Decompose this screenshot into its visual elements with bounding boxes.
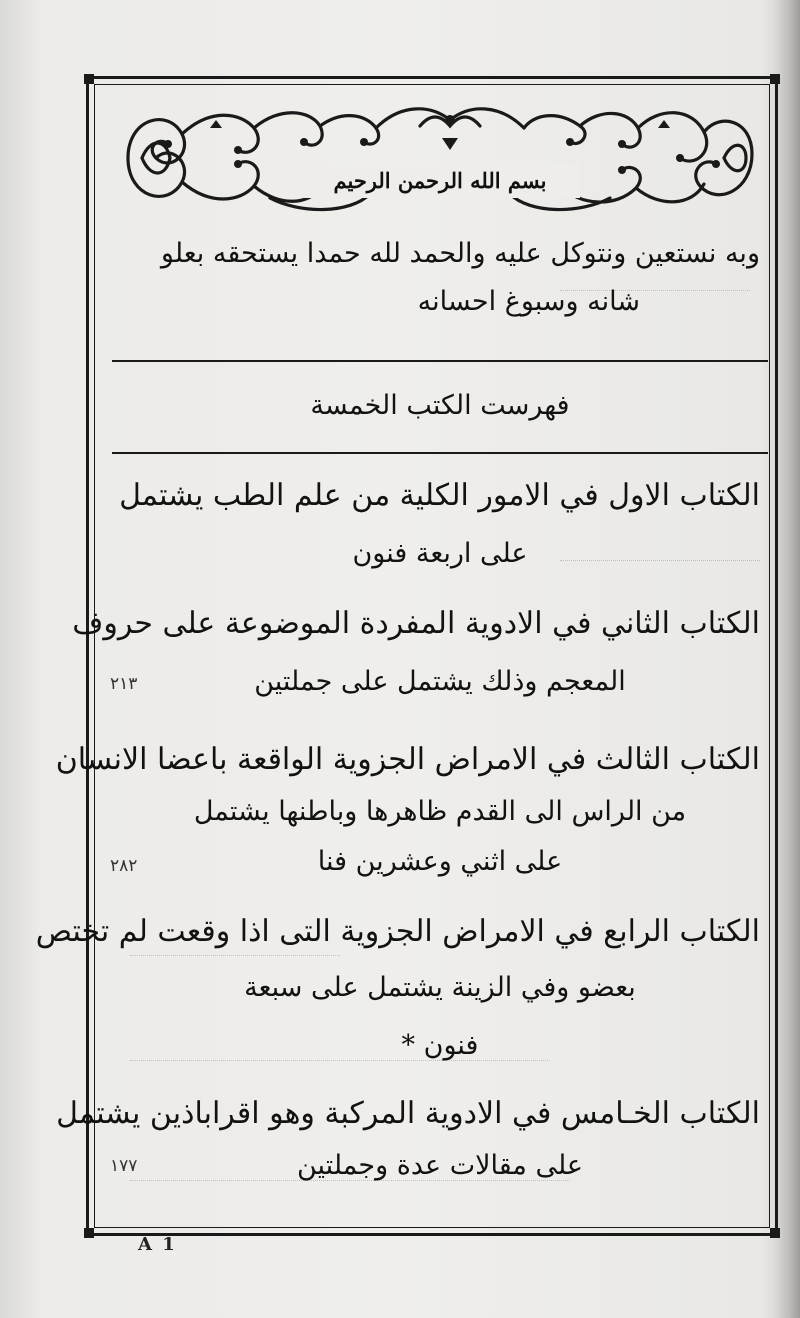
- book-2-page-number: ٢١٣: [110, 674, 138, 694]
- divider-rule: [112, 452, 768, 454]
- border-corner: [770, 1228, 780, 1238]
- book-2-line-1: الكتاب الثاني في الادوية المفردة الموضوعة على حروف: [72, 606, 760, 641]
- book-3-line-2: من الراس الى القدم ظاهرها وباطنها يشتمل: [193, 796, 687, 827]
- divider-rule: [112, 360, 768, 362]
- basmala-heading: بسم الله الرحمن الرحيم: [300, 164, 580, 198]
- book-3-line-1: الكتاب الثالث في الامراض الجزوية الواقعة باعضا الانسان: [55, 742, 760, 777]
- book-3-page-number: ٢٨٢: [110, 856, 138, 876]
- header-ornament: [120, 98, 760, 216]
- book-5-line-2: على مقالات عدة وجملتين: [296, 1150, 584, 1181]
- book-4-line-2: بعضو وفي الزينة يشتمل على سبعة: [244, 972, 636, 1003]
- border-corner: [84, 74, 94, 84]
- index-title: فهرست الكتب الخمسة: [310, 390, 570, 421]
- book-1-line-1: الكتاب الاول في الامور الكلية من علم الطب يشتمل: [119, 478, 760, 513]
- book-1-line-2: على اربعة فنون: [352, 538, 528, 569]
- border-corner: [84, 1228, 94, 1238]
- intro-line-1: وبه نستعين ونتوكل عليه والحمد لله حمدا يستحقه بعلو: [160, 238, 760, 269]
- book-4-line-1: الكتاب الرابع في الامراض الجزوية التى اذا وقعت لم تختص: [35, 914, 760, 949]
- book-3-line-3: على اثني وعشرين فنا: [317, 846, 563, 877]
- border-corner: [770, 74, 780, 84]
- book-5-line-1: الكتاب الخـامس في الادوية المركبة وهو اقراباذين يشتمل: [56, 1096, 760, 1131]
- intro-line-2: شانه وسبوغ احسانه: [417, 286, 640, 317]
- book-4-line-3: فنون *: [401, 1030, 479, 1061]
- book-5-page-number: ١٧٧: [110, 1156, 138, 1176]
- book-2-line-2: المعجم وذلك يشتمل على جملتين: [254, 666, 626, 697]
- printer-signature: A 1: [138, 1234, 177, 1255]
